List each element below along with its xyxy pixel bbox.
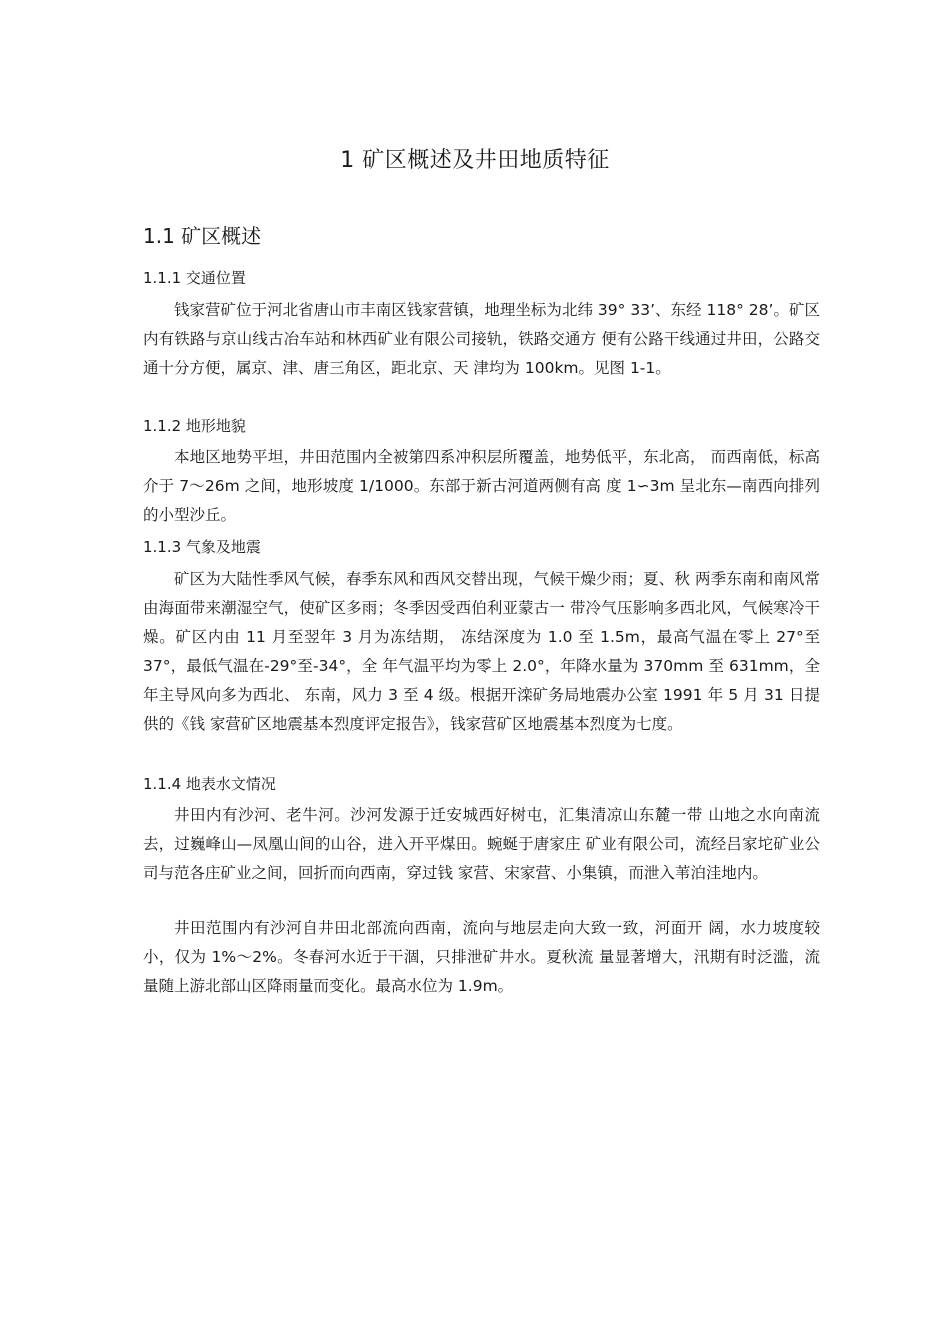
subsection-heading-terrain: 1.1.2 地形地貌: [143, 417, 246, 435]
section-title: 1.1 矿区概述: [143, 224, 262, 248]
paragraph-terrain: 本地区地势平坦，井田范围内全被第四系冲积层所覆盖，地势低平，东北高， 而西南低，标高介于 7～26m 之间，地形坡度 1/1000。东部于新古河道两侧有高 度 1∽3m 呈北东—南西向排列的小型沙丘。: [143, 448, 820, 524]
paragraph-surface-hydrology-rivers: 井田内有沙河、老牛河。沙河发源于迁安城西好树屯，汇集清凉山东麓一带 山地之水向南流去，过巍峰山—凤凰山间的山谷，进入开平煤田。蜿蜒于唐家庄 矿业有限公司，流经吕家坨矿业公司与范各庄矿业之间，回折而向西南，穿过钱 家营、宋家营、小集镇，而泄入苇泊洼地内。: [143, 806, 820, 882]
chapter-title: 1 矿区概述及井田地质特征: [340, 148, 610, 173]
subsection-heading-traffic-location: 1.1.1 交通位置: [143, 269, 246, 287]
paragraph-surface-hydrology-shahe: 井田范围内有沙河自井田北部流向西南，流向与地层走向大致一致，河面开 阔，水力坡度较小，仅为 1%～2%。冬春河水近于干涸，只排泄矿井水。夏秋流 量显著增大，汛期有时泛滥，流量随上游北部山区降雨量而变化。最高水位为 1.9m。: [143, 919, 820, 995]
subsection-heading-climate-earthquake: 1.1.3 气象及地震: [143, 538, 261, 556]
paragraph-traffic-location: 钱家营矿位于河北省唐山市丰南区钱家营镇，地理坐标为北纬 39° 33’、东经 118° 28’。矿区内有铁路与京山线古冶车站和林西矿业有限公司接轨，铁路交通方 便有公路干线通过井田，公路交通十分方便，属京、津、唐三角区，距北京、天 津均为 100km。见图 1-1。: [143, 301, 820, 377]
paragraph-climate-earthquake: 矿区为大陆性季风气候，春季东风和西风交替出现，气候干燥少雨；夏、秋 两季东南和南风常由海面带来潮湿空气，使矿区多雨；冬季因受西伯利亚蒙古一 带冷气压影响多西北风，气候寒冷干燥。矿区内由 11 月至翌年 3 月为冻结期， 冻结深度为 1.0 至 1.5m，最高气温在零上 27°至 37°，最低气温在-29°至-34°，全 年气温平均为零上 2.0°，年降水量为 370mm 至 631mm，全年主导风向多为西北、 东南，风力 3 至 4 级。根据开滦矿务局地震办公室 1991 年 5 月 31 日提供的《钱 家营矿区地震基本烈度评定报告》，钱家营矿区地震基本烈度为七度。: [143, 570, 820, 733]
subsection-heading-surface-hydrology: 1.1.4 地表水文情况: [143, 775, 276, 793]
